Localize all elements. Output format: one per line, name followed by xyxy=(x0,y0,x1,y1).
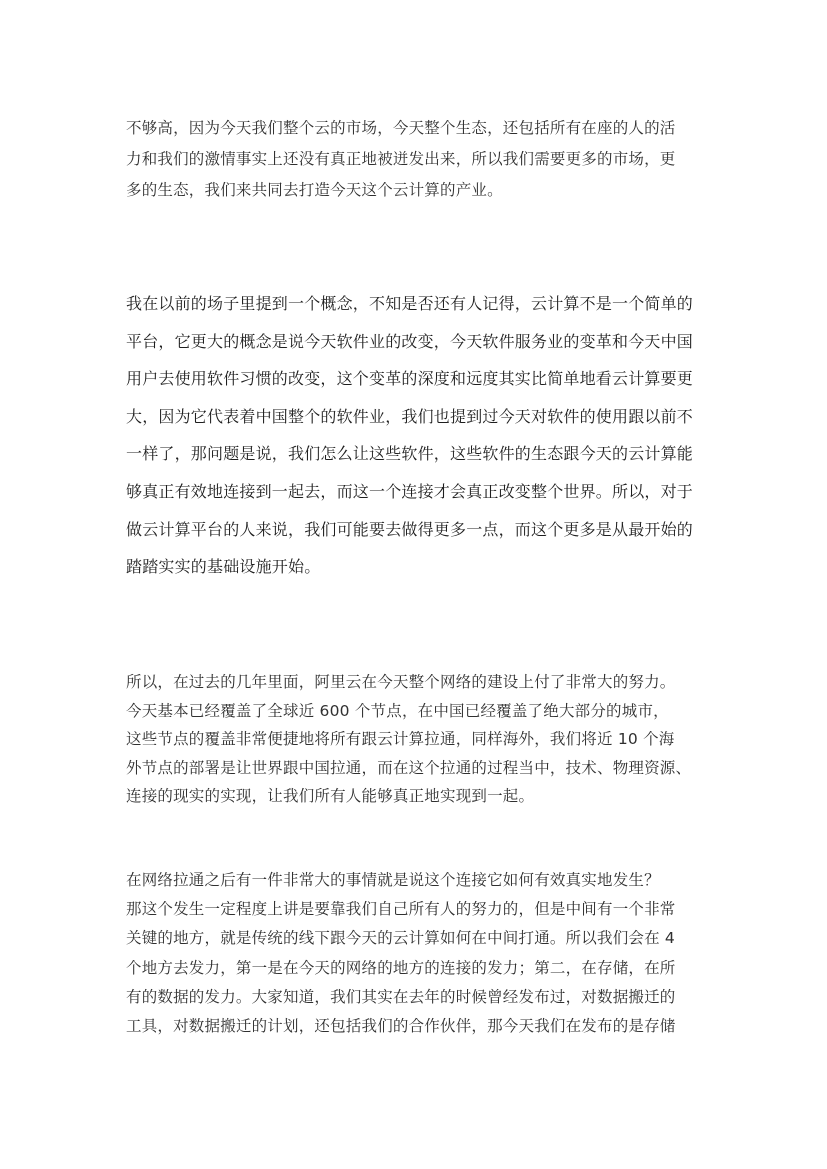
paragraph-3 xyxy=(126,668,706,811)
text-line: 关键的地方，就是传统的线下跟今天的云计算如何在中间打通。所以我们会在 4 xyxy=(126,929,675,948)
text-line: 外节点的部署是让世界跟中国拉通，而在这个拉通的过程当中，技术、物理资源、 xyxy=(126,758,692,777)
text-line: 平台，它更大的概念是说今天软件业的改变，今天软件服务业的变革和今天中国 xyxy=(126,331,694,351)
text-line: 有的数据的发力。大家知道，我们其实在去年的时候曾经发布过，对数据搬迁的 xyxy=(126,987,676,1006)
text-line: 我在以前的场子里提到一个概念，不知是否还有人记得，云计算不是一个简单的 xyxy=(126,294,694,313)
text-line: 大，因为它代表着中国整个的软件业，我们也提到过今天对软件的使用跟以前不 xyxy=(126,406,694,426)
paragraph-4 xyxy=(126,866,706,1041)
text-line: 那这个发生一定程度上讲是要靠我们自己所有人的努力的，但是中间有一个非常 xyxy=(126,900,676,919)
text-line: 踏踏实实的基础设施开始。 xyxy=(126,557,321,577)
text-line: 这些节点的覆盖非常便捷地将所有跟云计算拉通，同样海外，我们将近 10 个海 xyxy=(126,730,675,748)
text-line: 不够高，因为今天我们整个云的市场，今天整个生态，还包括所有在座的人的活 xyxy=(126,119,676,137)
text-line: 够真正有效地连接到一起去，而这一个连接才会真正改变整个世界。所以，对于 xyxy=(126,481,694,501)
text-line: 力和我们的激情事实上还没有真正地被迸发出来，所以我们需要更多的市场，更 xyxy=(126,150,676,168)
text-line: 连接的现实的实现，让我们所有人能够真正地实现到一起。 xyxy=(126,787,535,805)
text-line: 今天基本已经覆盖了全球近 600 个节点，在中国已经覆盖了绝大部分的城市， xyxy=(126,701,669,720)
text-line: 做云计算平台的人来说，我们可能要去做得更多一点，而这个更多是从最开始的 xyxy=(126,519,694,539)
text-line: 个地方去发力，第一是在今天的网络的地方的连接的发力；第二，在存储，在所 xyxy=(126,958,676,977)
paragraph-1 xyxy=(126,113,706,206)
text-line: 所以，在过去的几年里面，阿里云在今天整个网络的建设上付了非常大的努力。 xyxy=(126,673,676,691)
text-line: 一样了，那问题是说，我们怎么让这些软件，这些软件的生态跟今天的云计算能 xyxy=(126,444,694,464)
text-line: 在网络拉通之后有一件非常大的事情就是说这个连接它如何有效真实地发生？ xyxy=(126,871,660,889)
paragraph-2 xyxy=(126,285,706,586)
text-line: 用户去使用软件习惯的改变，这个变革的深度和远度其实比简单地看云计算要更 xyxy=(126,369,694,389)
text-line: 工具，对数据搬迁的计划，还包括我们的合作伙伴，那今天我们在发布的是存储 xyxy=(126,1017,676,1036)
text-line: 多的生态，我们来共同去打造今天这个云计算的产业。 xyxy=(126,181,503,199)
